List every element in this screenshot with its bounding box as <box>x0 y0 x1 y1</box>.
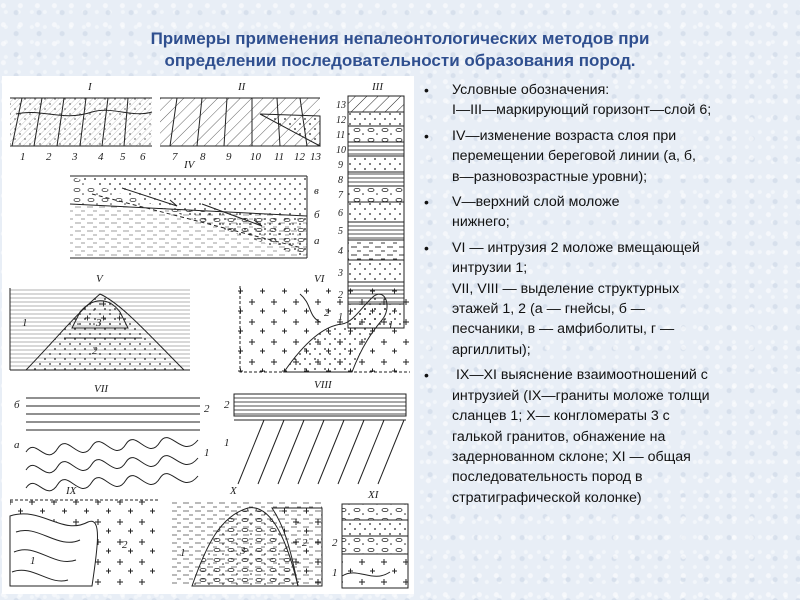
p4-letter-a: а <box>314 235 320 247</box>
panel-III-label: III <box>372 81 383 93</box>
note-line: этажей 1, 2 (а — гнейсы, б — <box>452 301 645 318</box>
p7-letter-b: б <box>14 399 20 411</box>
p4-letter-v: в <box>314 185 319 197</box>
p11-num-2: 2 <box>332 537 338 549</box>
title-line-1: Примеры применения непалеонтологических методов при <box>150 29 650 48</box>
col-num-4: 4 <box>338 246 343 257</box>
note-line: сланцев 1; X— конгломераты 3 с <box>452 408 670 425</box>
p1-num-6: 6 <box>140 151 146 163</box>
panel-VIII-label: VIII <box>314 379 332 391</box>
col-num-9: 9 <box>338 160 343 171</box>
col-num-11: 11 <box>336 130 346 141</box>
p7-num-2: 2 <box>204 403 210 415</box>
p2-num-11: 11 <box>274 151 285 163</box>
note-line: V—верхний слой моложе <box>452 194 620 211</box>
note-line: интрузией (IX—граниты моложе толщи <box>452 387 710 404</box>
note-item-4 <box>422 238 784 360</box>
p6-num-1: 1 <box>388 319 394 331</box>
p2-num-12: 12 <box>294 151 305 163</box>
panel-IV-label: IV <box>184 159 195 171</box>
panel-I <box>10 81 152 163</box>
panel-VIII <box>224 379 406 484</box>
note-line: нижнего; <box>452 214 510 231</box>
panel-VII-label: VII <box>94 383 109 395</box>
p1-num-5: 5 <box>120 151 126 163</box>
p1-num-4: 4 <box>98 151 104 163</box>
p9-num-1: 1 <box>30 555 36 567</box>
note-line: Условные обозначения: <box>452 82 610 98</box>
p10-num-3: 3 <box>240 545 246 557</box>
col-num-8: 8 <box>338 175 343 186</box>
p7-num-1: 1 <box>204 447 210 459</box>
col-num-6: 6 <box>338 208 343 219</box>
slide-title <box>60 28 740 72</box>
panel-VI <box>234 273 410 372</box>
panel-XI-label: XI <box>368 489 379 501</box>
bullet-icon: • <box>424 194 429 211</box>
note-line: галькой гранитов, обнажение на <box>452 428 666 445</box>
note-line: в—разновозрастные уровни); <box>452 168 648 185</box>
bullet-icon: • <box>424 82 429 98</box>
bullet-icon: • <box>424 127 429 144</box>
col-num-3: 3 <box>338 268 343 279</box>
panel-XI <box>332 489 408 588</box>
note-item-3 <box>422 192 784 233</box>
note-line: VII, VIII — выделение структурных <box>452 280 680 297</box>
col-num-7: 7 <box>338 190 343 201</box>
note-line: задернованном склоне; XI — общая <box>452 448 691 465</box>
note-line: перемещении береговой линии (а, б, <box>452 148 696 165</box>
note-item-5 <box>422 365 784 508</box>
geology-figure <box>2 76 414 594</box>
note-line: интрузии 1; <box>452 260 528 277</box>
p2-num-8: 8 <box>200 151 206 163</box>
p8-num-2: 2 <box>224 399 230 411</box>
note-line: стратиграфической колонке) <box>452 489 642 506</box>
panel-II <box>160 81 322 163</box>
note-line: I—III—маркирующий горизонт—слой 6; <box>452 102 712 119</box>
note-line: IV—изменение возраста слоя при <box>452 127 677 144</box>
p2-num-13: 13 <box>310 151 321 163</box>
p10-num-1: 1 <box>180 547 186 559</box>
p1-num-1: 1 <box>20 151 26 163</box>
p6-num-2: 2 <box>324 307 330 319</box>
panel-IX <box>10 485 160 586</box>
title-line-2: определении последовательности образования пород. <box>164 51 636 70</box>
panel-X <box>172 485 322 586</box>
col-num-12: 12 <box>336 115 346 126</box>
panel-V-label: V <box>96 273 103 285</box>
note-item-2 <box>422 126 784 187</box>
panel-IX-label: IX <box>66 485 77 497</box>
p11-num-1: 1 <box>332 567 338 579</box>
col-num-13: 13 <box>336 100 346 111</box>
bullet-icon: • <box>424 367 429 384</box>
note-item-1 <box>422 80 784 121</box>
col-num-10: 10 <box>336 145 346 156</box>
panel-X-label: X <box>230 485 237 497</box>
p7-letter-a: а <box>14 439 20 451</box>
bullet-icon: • <box>424 239 429 256</box>
panel-II-label: II <box>238 81 246 93</box>
notes-list <box>422 80 784 513</box>
note-line: песчаники, в — амфиболиты, г — <box>452 321 675 338</box>
p4-letter-b: б <box>314 209 320 221</box>
p5-num-3: 3 <box>96 317 102 329</box>
note-line: последовательность пород в <box>452 469 643 486</box>
p2-num-10: 10 <box>250 151 261 163</box>
note-line: IX—XI выяснение взаимоотношений с <box>452 367 708 384</box>
p8-num-1: 1 <box>224 437 230 449</box>
p2-num-7: 7 <box>172 151 178 163</box>
p5-num-2: 2 <box>92 345 98 357</box>
panel-IV <box>70 159 320 258</box>
panel-I-label: I <box>88 81 92 93</box>
note-line: аргиллиты); <box>452 341 531 358</box>
panel-V <box>10 273 190 370</box>
col-num-5: 5 <box>338 226 343 237</box>
p1-num-2: 2 <box>46 151 52 163</box>
panel-VII <box>14 383 210 491</box>
p2-num-9: 9 <box>226 151 232 163</box>
p1-num-3: 3 <box>72 151 78 163</box>
p9-num-2: 2 <box>122 539 128 551</box>
p5-num-1: 1 <box>22 317 28 329</box>
note-line: VI — интрузия 2 моложе вмещающей <box>452 239 700 256</box>
p10-num-2: 2 <box>302 537 308 549</box>
panel-VI-label: VI <box>314 273 325 285</box>
